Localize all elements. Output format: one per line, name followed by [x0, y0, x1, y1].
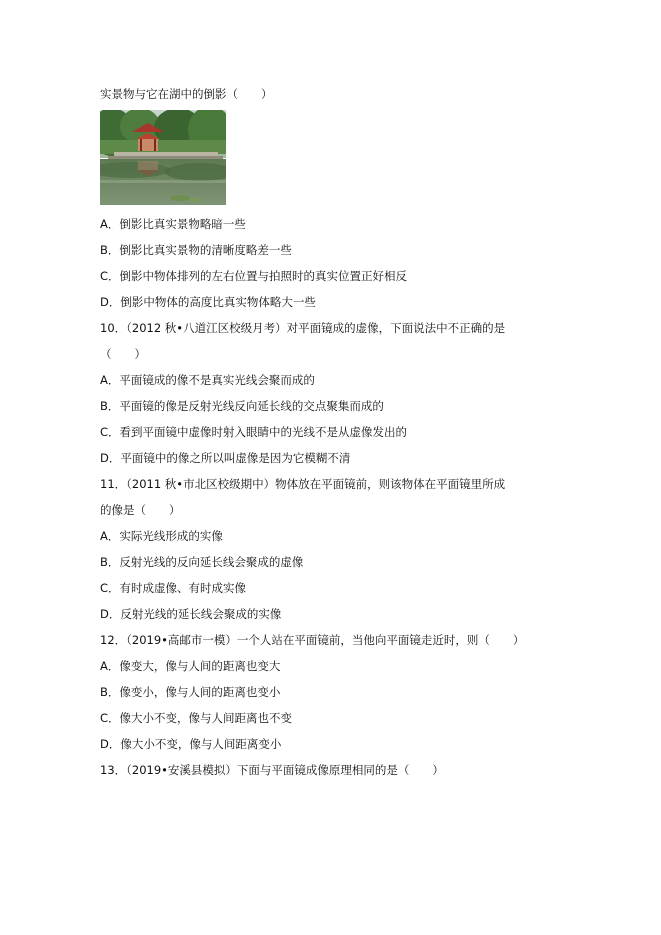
option-12a: A．像变大，像与人间的距离也变大	[100, 659, 281, 673]
option-11d: D．反射光线的延长线会聚成的实像	[100, 607, 282, 621]
question-12-stem: 12．（2019•高邮市一模）一个人站在平面镜前，当他向平面镜走近时，则（ ）	[100, 633, 525, 647]
option-9b: B．倒影比真实景物的清晰度略差一些	[100, 243, 292, 257]
option-12d: D．像大小不变，像与人间距离变小	[100, 737, 282, 751]
question-13-stem: 13．（2019•安溪县模拟）下面与平面镜成像原理相同的是（ ）	[100, 763, 444, 777]
option-11a: A．实际光线形成的实像	[100, 529, 223, 543]
question-10-stem-cont: （ ）	[100, 347, 146, 361]
option-11b: B．反射光线的反向延长线会聚成的虚像	[100, 555, 304, 569]
question-11-stem-cont: 的像是（ ）	[100, 503, 181, 517]
question-9-stem-tail: 实景物与它在湖中的倒影（ ）	[100, 87, 273, 101]
option-10d: D．平面镜中的像之所以叫虚像是因为它模糊不清	[100, 451, 351, 465]
option-10a: A．平面镜成的像不是真实光线会聚而成的	[100, 373, 315, 387]
option-9a: A．倒影比真实景物略暗一些	[100, 217, 246, 231]
pavilion-lake-photo	[100, 110, 226, 205]
option-10b: B．平面镜的像是反射光线反向延长线的交点聚集而成的	[100, 399, 384, 413]
option-12b: B．像变小，像与人间的距离也变小	[100, 685, 281, 699]
option-9d: D．倒影中物体的高度比真实物体略大一些	[100, 295, 316, 309]
option-11c: C．有时成虚像、有时成实像	[100, 581, 247, 595]
question-11-stem: 11．（2011 秋•市北区校级期中）物体放在平面镜前，则该物体在平面镜里所成	[100, 477, 506, 491]
option-9c: C．倒影中物体排列的左右位置与拍照时的真实位置正好相反	[100, 269, 408, 283]
option-10c: C．看到平面镜中虚像时射入眼睛中的光线不是从虚像发出的	[100, 425, 408, 439]
question-10-stem: 10．（2012 秋•八道江区校级月考）对平面镜成的虚像，下面说法中不正确的是	[100, 321, 506, 335]
option-12c: C．像大小不变，像与人间距离也不变	[100, 711, 293, 725]
